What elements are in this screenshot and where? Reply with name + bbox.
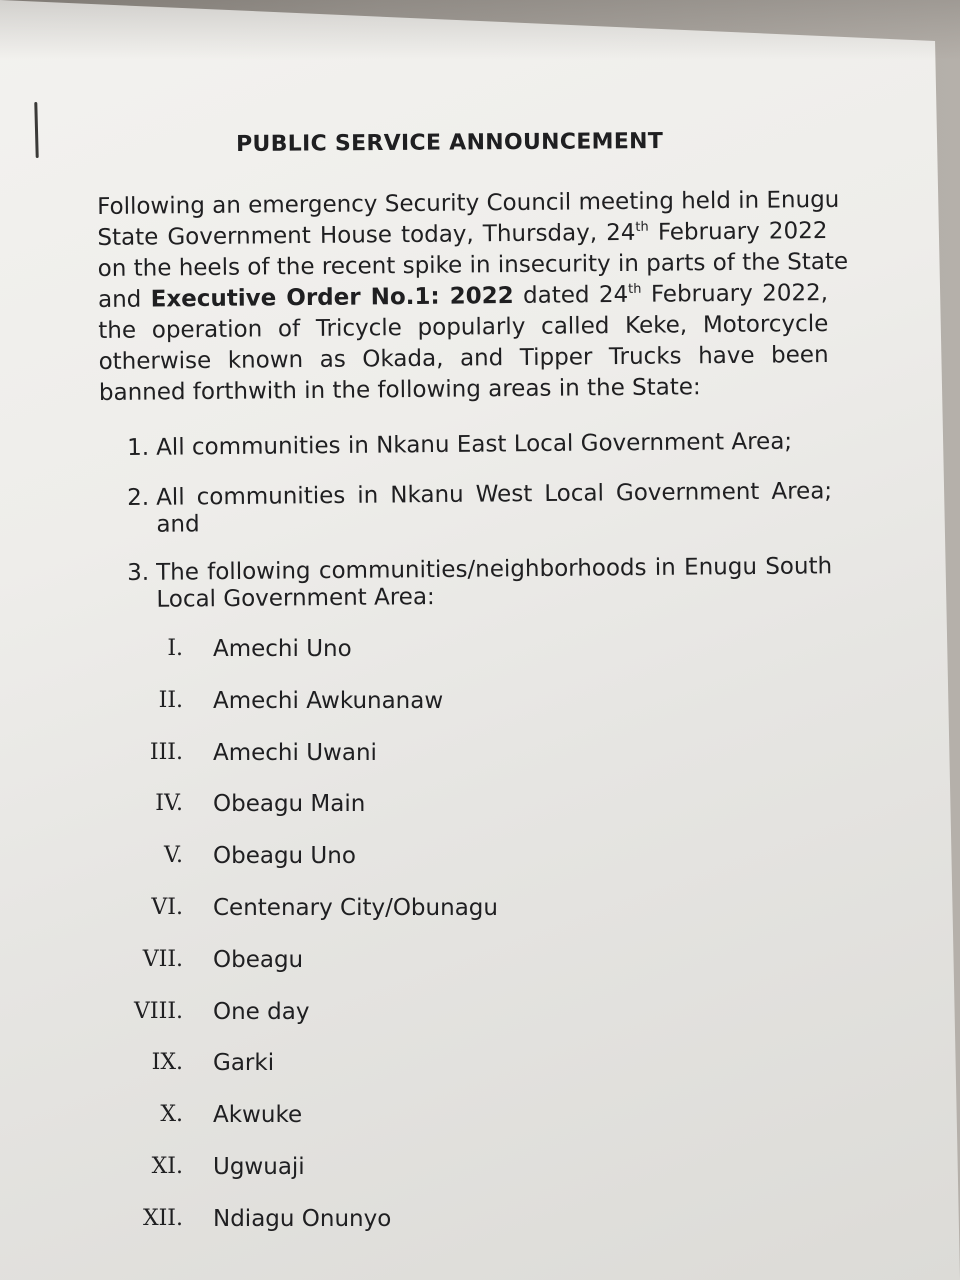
- ordinal-suffix: th: [628, 281, 642, 297]
- roman-numeral: X.: [160, 1102, 183, 1128]
- intro-line-4-text: and: [97, 286, 151, 313]
- list-item-2: [127, 477, 832, 539]
- community-name: Centenary City/Obunagu: [213, 895, 498, 921]
- announcement-title: PUBLIC SERVICE ANNOUNCEMENT: [236, 129, 664, 157]
- list-number: 2.: [127, 484, 150, 511]
- list-text: The following communities/neighborhoods in Enugu South: [156, 553, 833, 586]
- roman-numeral: XII.: [142, 1205, 183, 1231]
- community-row: [0, 791, 960, 821]
- community-name: Ndiagu Onunyo: [213, 1205, 392, 1232]
- community-name: Amechi Uno: [213, 636, 352, 662]
- intro-line-3: on the heels of the recent spike in insecurity in parts of the State: [97, 248, 849, 282]
- ordinal-suffix: th: [635, 219, 649, 235]
- roman-numeral: IX.: [151, 1050, 183, 1076]
- community-row: [0, 843, 960, 873]
- intro-line-7: banned forthwith in the following areas in the State:: [98, 374, 701, 406]
- community-name: Garki: [213, 1050, 275, 1077]
- roman-numeral: VIII.: [134, 998, 183, 1024]
- community-row: [0, 947, 960, 977]
- intro-line-2-date: February 2022: [648, 217, 828, 246]
- community-row: [0, 1206, 960, 1236]
- community-name: Amechi Awkunanaw: [213, 687, 444, 714]
- community-row: [0, 1102, 960, 1132]
- list-item-1: [127, 427, 832, 462]
- roman-numeral: VI.: [151, 895, 183, 920]
- community-row: [0, 1154, 960, 1184]
- roman-numeral: VII.: [142, 946, 183, 972]
- community-name: Ugwuaji: [213, 1154, 305, 1180]
- list-text: All communities in Nkanu East Local Government Area;: [156, 428, 793, 461]
- intro-line-4-dated: dated 24: [513, 281, 629, 310]
- list-number: 1.: [127, 434, 150, 461]
- executive-order-ref: Executive Order No.1: 2022: [150, 283, 514, 313]
- roman-numeral: I.: [167, 636, 183, 661]
- list-item-3: [127, 552, 832, 614]
- community-name: Obeagu: [213, 946, 304, 973]
- community-row: [0, 688, 960, 718]
- roman-numeral: II.: [158, 687, 183, 713]
- roman-numeral: III.: [149, 739, 183, 765]
- intro-line-6: otherwise known as Okada, and Tipper Trucks have been: [98, 341, 829, 375]
- roman-numeral: IV.: [155, 791, 183, 817]
- community-name: Akwuke: [213, 1102, 303, 1129]
- community-name: Amechi Uwani: [213, 739, 377, 766]
- community-row: [0, 999, 960, 1029]
- intro-line-5: the operation of Tricycle popularly called Keke, Motorcycle: [98, 310, 829, 344]
- list-number: 3.: [127, 559, 150, 586]
- community-name: Obeagu Uno: [213, 843, 356, 870]
- roman-numeral: XI.: [151, 1154, 183, 1179]
- intro-line-1: Following an emergency Security Council meeting held in Enugu: [97, 186, 840, 220]
- community-name: Obeagu Main: [213, 791, 366, 818]
- intro-paragraph: [97, 185, 849, 409]
- community-row: [0, 1050, 960, 1080]
- community-row: [0, 636, 960, 666]
- list-text-continued: Local Government Area:: [156, 584, 435, 613]
- community-name: One day: [213, 998, 310, 1025]
- community-row: [0, 740, 960, 770]
- intro-line-2-text: State Government House today, Thursday, 24: [97, 219, 636, 251]
- community-row: [0, 895, 960, 925]
- list-text-continued: and: [156, 511, 200, 538]
- intro-line-4-date: February 2022,: [641, 279, 829, 308]
- roman-numeral: V.: [163, 843, 183, 869]
- list-text: All communities in Nkanu West Local Government Area;: [156, 478, 833, 511]
